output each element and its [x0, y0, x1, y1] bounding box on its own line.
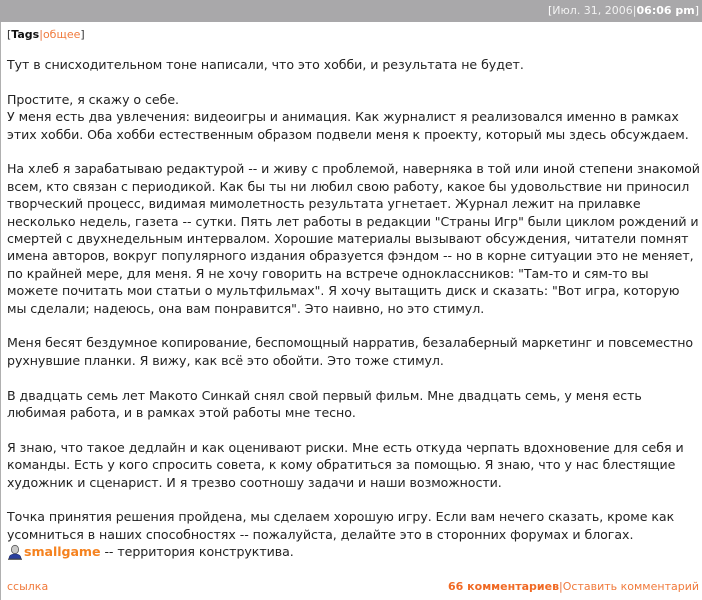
- tags-close-bracket: ]: [80, 28, 85, 41]
- comment-links: [448, 580, 699, 594]
- tag-link-general[interactable]: общее: [42, 28, 81, 41]
- paragraph: Меня бесят бездумное копирование, беспомощный нарратив, безалаберный маркетинг и повсеместно рухнувшие планки. Я вижу, как всё это обойти. Это тоже стимул.: [7, 335, 694, 368]
- signature: [7, 543, 701, 560]
- footer-separator: |: [559, 580, 563, 593]
- paragraph: Тут в снисходительном тоне написали, что это хобби, и результата не будет.: [7, 57, 524, 72]
- entry-text: [7, 56, 701, 561]
- paragraph: Простите, я скажу о себе.: [7, 91, 179, 107]
- username-link[interactable]: smallgame: [24, 544, 101, 560]
- entry-header: [0, 0, 702, 22]
- paragraph: Я знаю, что такое дедлайн и как оценивают риски. Мне есть откуда черпать вдохновение для себя и команды. Есть у кого спросить совета, к кому обратиться за помощью. Я знаю, что у нас блестящие художник и сценарист. И я трезво соотношу задачи и наши возможности.: [7, 439, 684, 490]
- tags-open-bracket: [: [7, 28, 12, 41]
- entry-date: Июл. 31, 2006: [552, 4, 633, 17]
- tags-separator: |: [39, 28, 43, 41]
- entry-footer: [7, 580, 699, 594]
- user-icon[interactable]: [7, 544, 23, 560]
- paragraph: Точка принятия решения пройдена, мы сделаем хорошую игру. Если вам нечего сказать, кроме как усомниться в наших способностях -- пожалуйста, делайте это в сторонних форумах и блогах.: [7, 509, 675, 542]
- entry-body: [0, 22, 702, 600]
- entry-time: 06:06 pm: [636, 4, 695, 17]
- paragraph: В двадцать семь лет Макото Синкай снял свой первый фильм. Мне двадцать семь, у меня есть любимая работа, и в рамках этой работы мне тесно.: [7, 387, 642, 421]
- paragraph: У меня есть два увлечения: видеоигры и анимация. Как журналист я реализовался именно в рамках этих хобби. Оба хобби естественным образом подвели меня к проекту, который мы здесь обсуждаем.: [7, 109, 689, 142]
- paragraph: На хлеб я зарабатываю редактурой -- и живу с проблемой, наверняка в той или иной степени знакомой всем, кто связан с периодикой. Как бы ты ни любил свою работу, какое бы удовольствие ни приносил творческий процесс, видимая мимолетность результата угнетает. Журнал лежит на прилавке несколько недель, газета -- сутки. Пять лет работы в редакции "Страны Игр" были циклом рождений и смертей с двухнедельным интервалом. Хорошие материалы вызывают обсуждения, читатели помнят имена авторов, вокруг популярного издания образуется фэндом -- но в корне ситуации это не меняет, по крайней мере, для меня. Я не хочу говорить на встрече одноклассников: "Там-то и сям-то вы можете почитать мои статьи о мультфильмах". Я хочу вытащить диск и сказать: "Вот игра, которую мы сделали; надеюсь, она вам понравится". Это наивно, но это стимул.: [7, 161, 700, 316]
- tags-line: [7, 28, 702, 42]
- permalink-link[interactable]: ссылка: [7, 580, 49, 593]
- leave-comment-link[interactable]: Оставить комментарий: [562, 580, 699, 593]
- close-bracket: ]: [694, 4, 699, 17]
- comments-count-link[interactable]: 66 комментариев: [448, 580, 560, 593]
- signature-text: -- территория конструктива.: [100, 544, 294, 560]
- tags-label: Tags: [11, 28, 40, 41]
- header-separator: |: [632, 4, 637, 17]
- open-bracket: [: [548, 4, 553, 17]
